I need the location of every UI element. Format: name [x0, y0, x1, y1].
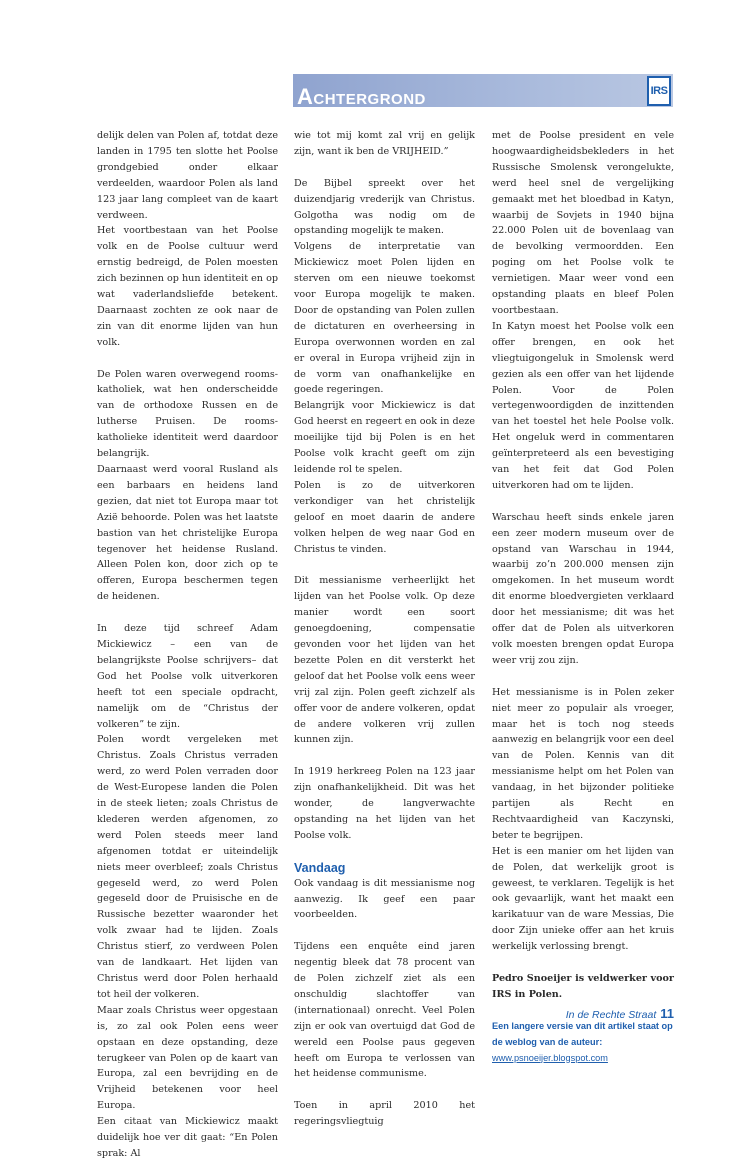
paragraph: Polen is zo de uitverkoren verkondiger van het christelijk geloof en moet daarin de andere volken helpen de weg naar God en Christus te vinden. — [294, 479, 475, 555]
paragraph: met de Poolse president en vele hoogwaardigheidsbekleders in het Russische Smolensk verongelukte, werd heel snel de vergelijking gemaakt met het bloedbad in Katyn, waarbij de Sovjets in 1940 bijna 22.000 Polen uit de bovenlaag van de bevolking vermoordden. Een poging om het Poolse volk te vernietigen. Maar weer vond een opstanding plaats en bleef Polen voortbestaan. — [492, 130, 674, 316]
paragraph: Belangrijk voor Mickiewicz is dat God heerst en regeert en ook in deze moeilijke tijd bij Polen is en het Poolse volk kracht geeft om zijn leidende rol te spelen. — [294, 400, 475, 476]
paragraph: Warschau heeft sinds enkele jaren een zeer modern museum over de opstand van Warschau in 1944, waarbij zo’n 200.000 mensen zijn omgekomen. In het museum wordt dit enorme bloedvergieten verklaard door het messianisme; dit was het offer dat de Polen als uitverkoren volk moesten brengen opdat Europa weer vrij zou zijn. — [492, 511, 674, 666]
column-1 — [97, 128, 278, 1162]
column-3 — [492, 128, 674, 1066]
irs-logo: IRS — [647, 76, 671, 106]
paragraph: Het messianisme is in Polen zeker niet meer zo populair als vroeger, maar het is toch nog steeds aanwezig en belangrijk voor een deel van de Polen. Kennis van dit messianisme helpt om het Polen van vandaag, in het bijzonder politieke partijen als Recht en Rechtvaardigheid van Kaczynski, beter te begrijpen. — [492, 686, 674, 841]
page-footer — [540, 1005, 674, 1023]
paragraph: Het is een manier om het lijden van de Polen, dat werkelijk groot is geweest, te verklaren. Tegelijk is het ook gevaarlijk, want het maakt een karikatuur van de ware Messias, Die door Zijn unieke offer aan het kruis werkelijk verlossing brengt. — [492, 845, 674, 953]
paragraph: Ook vandaag is dit messianisme nog aanwezig. Ik geef een paar voorbeelden. — [294, 877, 475, 921]
paragraph: Een citaat van Mickiewicz maakt duidelijk hoe ver dit gaat: “En Polen sprak: Al — [97, 1116, 278, 1159]
paragraph: Het voortbestaan van het Poolse volk en de Poolse cultuur werd ernstig bedreigd, de Polen moesten zich bezinnen op hun identiteit en op wat vaderlandsliefde betekent. Daarnaast zochten ze ook naar de zin van dit enorme lijden van hun volk. — [97, 225, 278, 348]
paragraph: Toen in april 2010 het regeringsvliegtuig — [294, 1100, 475, 1128]
paragraph: Maar zoals Christus weer opgestaan is, zo zal ook Polen eens weer opstaan en deze opstanding, deze terugkeer van Polen op de kaart van Europa, zal een bevrijding en de Vrijheid betekenen voor heel Europa. — [97, 1004, 278, 1112]
paragraph: Dit messianisme verheerlijkt het lijden van het Poolse volk. Op deze manier wordt een soort genoegdoening, compensatie gevonden voor het lijden van het bezette Polen en dit versterkt het geloof dat het Poolse volk eens weer vrij zal zijn. Polen geeft zichzelf als offer voor de andere volkeren, opdat de andere volkeren vrij zullen kunnen zijn. — [294, 575, 475, 746]
subheading-vandaag: Vandaag — [294, 860, 346, 875]
page-number: 11 — [660, 1006, 674, 1021]
section-title: Achtergrond — [297, 84, 426, 109]
paragraph: De Polen waren overwegend rooms-katholiek, wat hen onderscheidde van de orthodoxe Russen en de lutherse Pruisen. De rooms-katholieke identiteit werd daardoor belangrijk. — [97, 368, 278, 460]
paragraph: In Katyn moest het Poolse volk een offer brengen, en ook het vliegtuigongeluk in Smolensk werd gezien als een offer van het lijdende Polen. Voor de Polen vertegenwoordigden de inzittenden van het toestel het hele Poolse volk. Het ongeluk werd in commentaren geïnterpreteerd als een bevestiging van het feit dat God Polen uitverkoren had om te lijden. — [492, 320, 674, 491]
paragraph: Volgens de interpretatie van Mickiewicz moet Polen lijden en sterven om een nieuwe toekomst voor Europa mogelijk te maken. Door de opstanding van Polen zullen de dictaturen en overheersing in Europa overwonnen worden en zal er overal in Europa vrijheid zijn in de vorm van onafhankelijke en goede regeringen. — [294, 241, 475, 396]
blog-link[interactable]: www.psnoeijer.blogspot.com — [492, 1052, 608, 1063]
paragraph: wie tot mij komt zal vrij en gelijk zijn, want ik ben de VRIJHEID.” — [294, 130, 475, 157]
paragraph: Polen wordt vergeleken met Christus. Zoals Christus verraden werd, zo werd Polen verraden door de West-Europese landen die Polen in de steek lieten; zoals Christus de klederen werden afgenomen, zo werd Polen steeds meer land afgenomen totdat er uiteindelijk niets meer overbleef; zoals Christus gegeseld werd, zo werd Polen gegeseld door de Pruisische en de Russische bezetter waaronder het volk zwaar had te lijden. Zoals Christus stierf, zo verdween Polen van de landkaart. Het lijden van Christus werd door Polen herhaald tot heil der volkeren. — [97, 734, 278, 1000]
author-note: Pedro Snoeijer is veldwerker voor IRS in Polen. — [492, 972, 674, 1000]
column-2 — [294, 128, 475, 1130]
paragraph: In deze tijd schreef Adam Mickiewicz – een van de belangrijkste Poolse schrijvers– dat God het Poolse volk uitverkoren heeft tot een speciale opdracht, namelijk om de “Christus der volkeren” te zijn. — [97, 623, 278, 730]
paragraph: delijk delen van Polen af, totdat deze landen in 1795 ten slotte het Poolse grondgebied onder elkaar verdeelden, waardoor Polen als land 123 jaar lang compleet van de kaart verdween. — [97, 130, 278, 221]
weblog-note-text: Een langere versie van dit artikel staat op de weblog van de auteur: — [492, 1020, 673, 1047]
magazine-title: In de Rechte Straat — [565, 1009, 657, 1021]
paragraph: De Bijbel spreekt over het duizendjarig vrederijk van Christus. Golgotha was nodig om de opstanding mogelijk te maken. — [294, 177, 475, 237]
weblog-note — [492, 1019, 674, 1067]
paragraph: Daarnaast werd vooral Rusland als een barbaars en heidens land gezien, dat niet tot Europa maar tot Azië behoorde. Polen was het laatste bastion van het christelijke Europa tegenover het heidense Rusland. Alleen Polen kon, door zich op te offeren, Europa beschermen tegen de heidenen. — [97, 464, 278, 603]
paragraph: In 1919 herkreeg Polen na 123 jaar zijn onafhankelijkheid. Dit was het wonder, de langverwachte opstanding na het lijden van het Poolse volk. — [294, 766, 475, 841]
paragraph: Tijdens een enquête eind jaren negentig bleek dat 78 procent van de Polen zichzelf ziet als een onschuldig slachtoffer van (internationaal) onrecht. Veel Polen zijn er ook van overtuigd dat God de wereld een Poolse paus gegeven heeft om Europa te verlossen van het heidense communisme. — [294, 941, 475, 1080]
